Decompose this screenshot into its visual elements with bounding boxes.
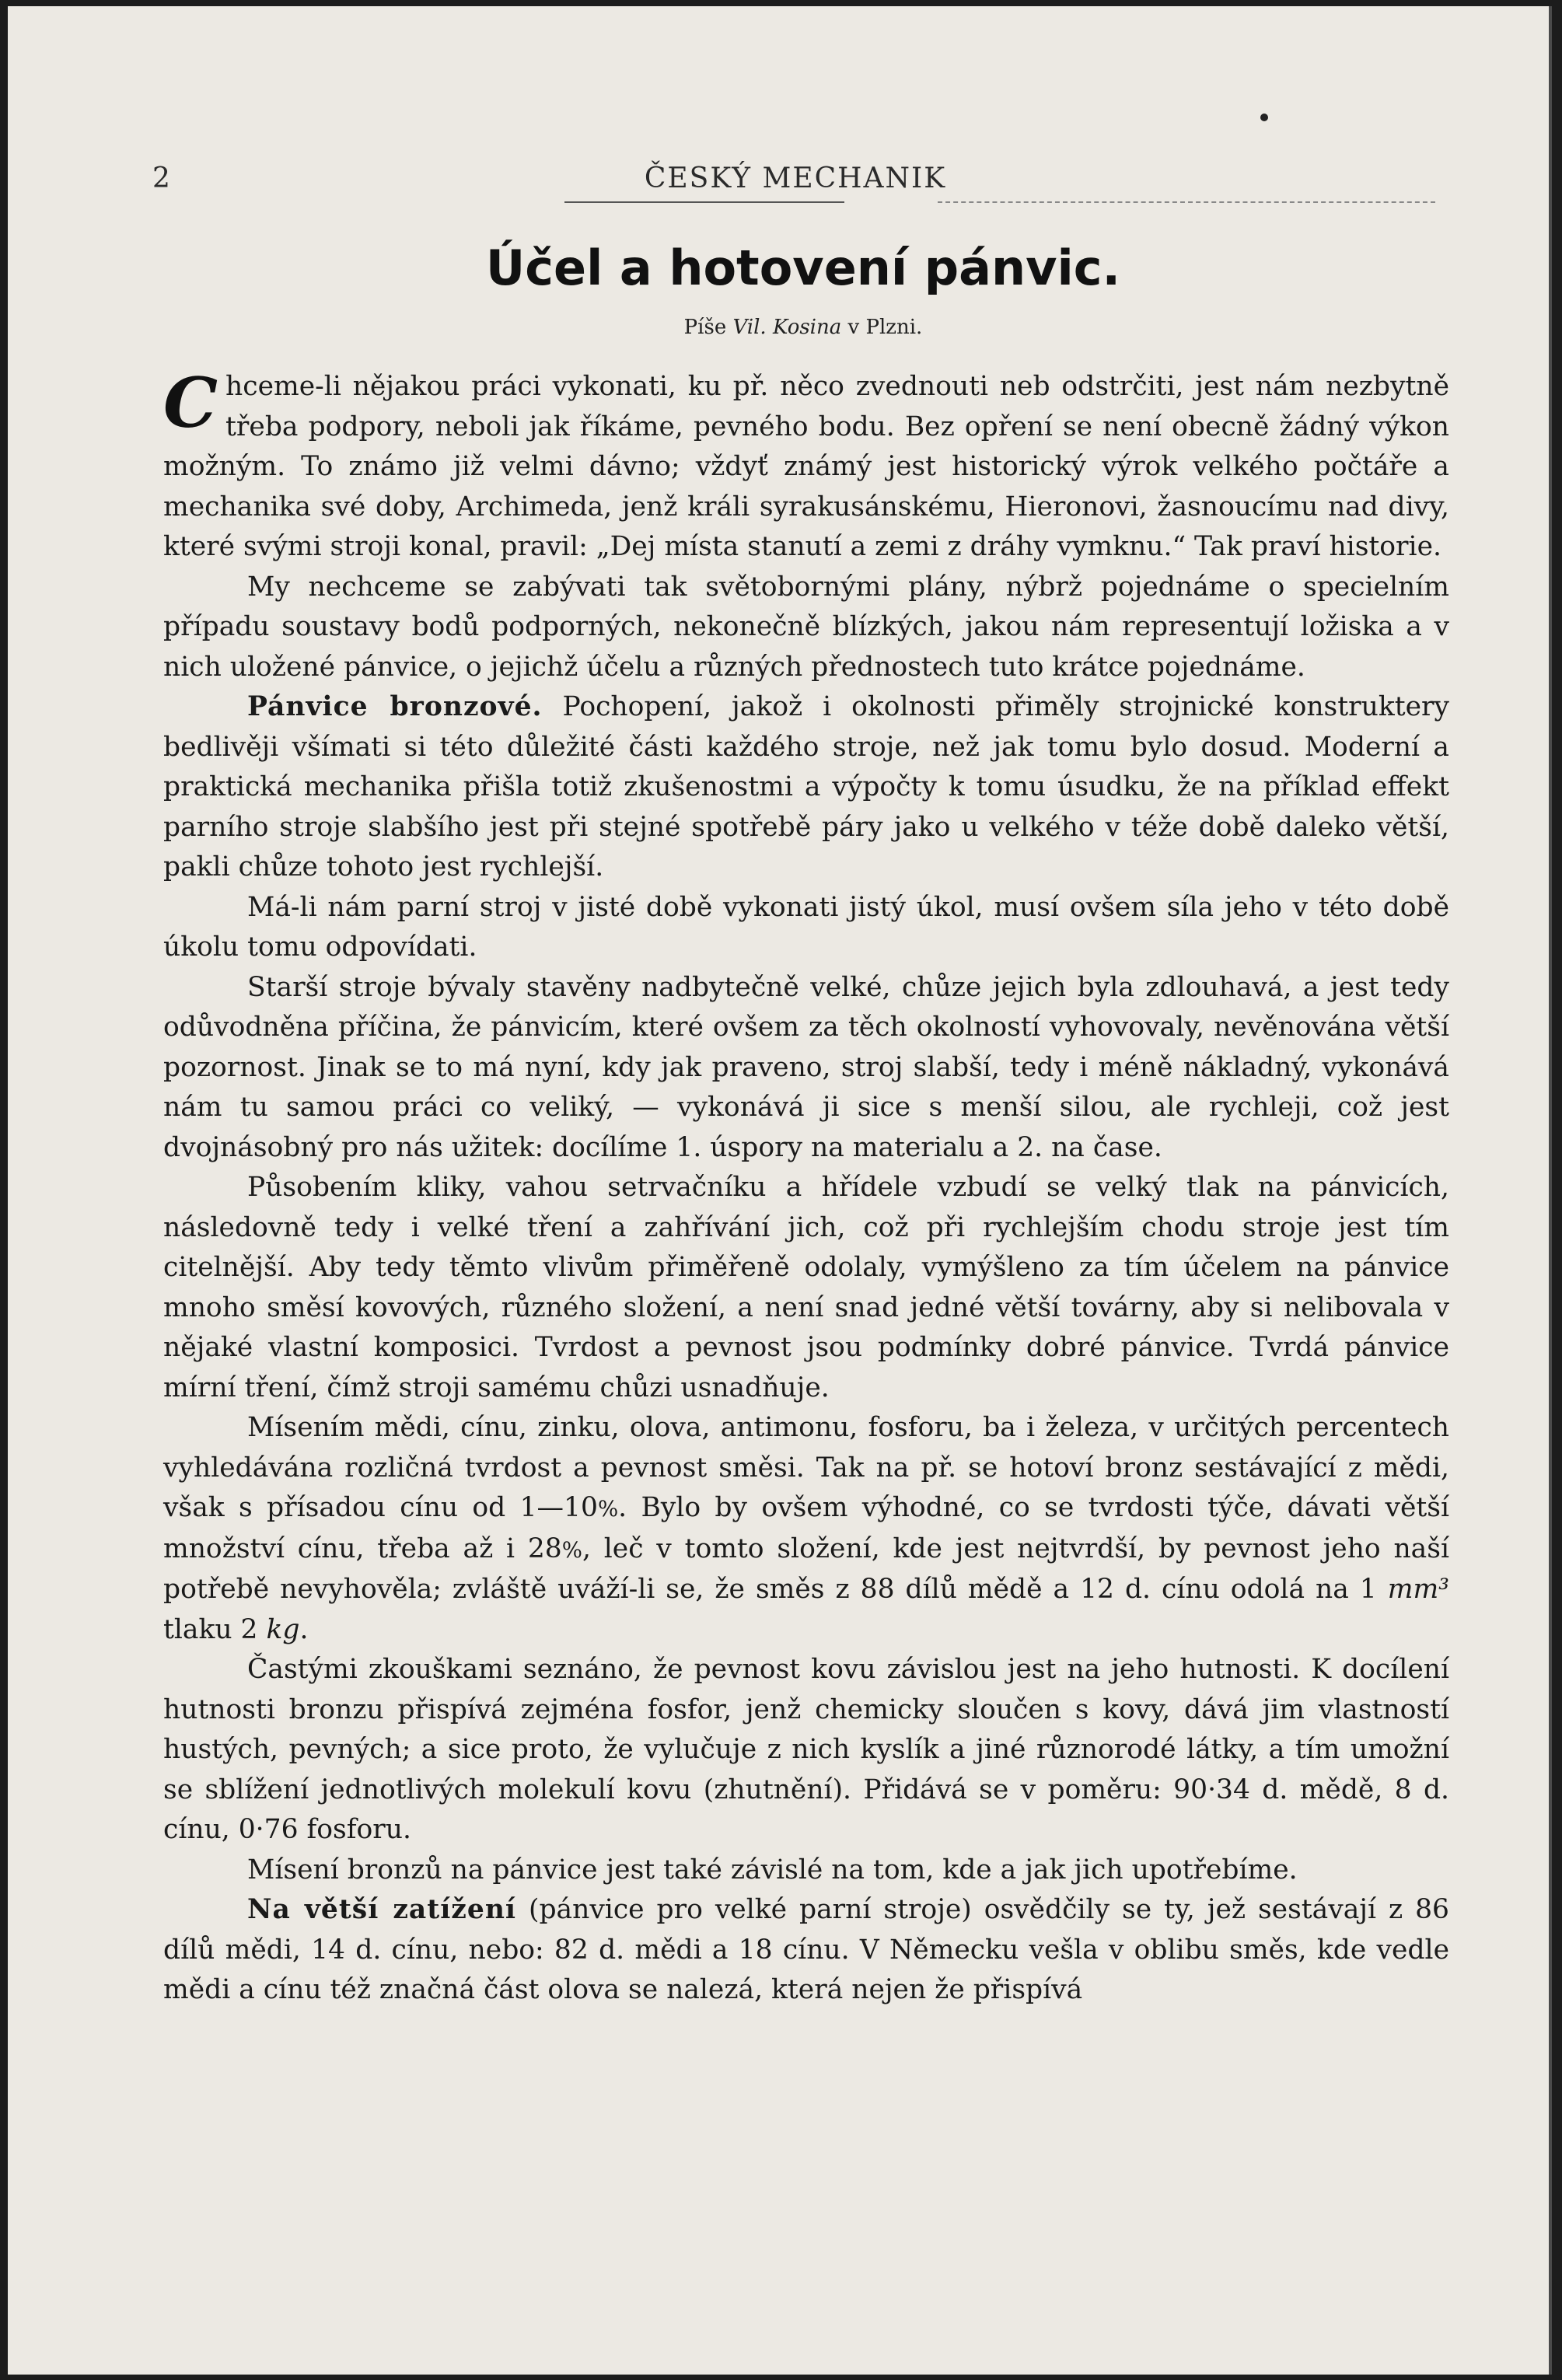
byline-suffix: v Plzni. xyxy=(847,316,923,339)
page-header xyxy=(152,163,1438,206)
paragraph: Mísení bronzů na pánvice jest také závislé na tom, kde a jak jich upotřebíme. xyxy=(247,1854,1298,1885)
paragraph: Má-li nám parní stroj v jisté době vykonati jistý úkol, musí ovšem síla jeho v této době úkolu tomu odpovídati. xyxy=(163,891,1449,963)
byline-prefix: Píše xyxy=(683,316,727,339)
byline-author: Vil. Kosina xyxy=(732,316,842,339)
page-number: 2 xyxy=(152,163,170,194)
article-title: Účel a hotovení pánvic. xyxy=(485,239,1121,296)
byline xyxy=(160,316,1446,339)
paragraph: Na větší zatížení (pánvice pro velké parní stroje) osvědčily se ty, jež sestávají z 86 dílů mědi, 14 d. cínu, nebo: 82 d. mědi a 18 cínu. V Německu vešla v oblibu směs, kde vedle mědi a cínu též značná část olova se nalezá, která nejen že přispívá xyxy=(163,1894,1449,2005)
paragraph: My nechceme se zabývati tak světobornými plány, nýbrž pojednáme o specielním případu soustavy bodů podporných, nekonečně blízkých, jakou nám representují ložiska a v nich uložené pánvice, o jejichž účelu a různých přednostech tuto krátce pojednáme. xyxy=(163,571,1449,683)
running-head: ČESKÝ MECHANIK xyxy=(644,163,947,194)
section-lead: Pánvice bronzové. xyxy=(247,691,543,722)
paragraph: Starší stroje bývaly stavěny nadbytečně velké, chůze jejich byla zdlouhavá, a jest tedy odůvodněna příčina, že pánvicím, které ovšem za těch okolností vyhovovaly, nevěnována větší pozornost. Jinak se to má nyní, kdy jak praveno, stroj slabší, tedy i méně nákladný, vykonává nám tu samou práci co veliký, — vykonává ji sice s menší silou, ale rychleji, což jest dvojnásobný pro nás užitek: docílíme 1. úspory na materialu a 2. na čase. xyxy=(163,971,1449,1163)
print-speck xyxy=(1260,114,1268,121)
section-lead: Na větší zatížení xyxy=(247,1894,517,1925)
page xyxy=(8,6,1552,2375)
paragraph: Mísením mědi, cínu, zinku, olova, antimonu, fosforu, ba i železa, v určitých percentech vyhledávána rozličná tvrdost a pevnost směsi. Tak na př. se hotoví bronz sestávající z mědi, však s přísadou cínu od 1—10%. Bylo by ovšem výhodné, co se tvrdosti týče, dávati větší množství cínu, třeba až i 28%, leč v tomto složení, kde jest nejtvrdší, by pevnost jeho naší potřebě nevyhověla; zvláště uváží-li se, že směs z 88 dílů mědě a 12 d. cínu odolá na 1 mm³ tlaku 2 kg. xyxy=(163,1412,1450,1645)
paragraph: Chceme-li nějakou práci vykonati, ku př. něco zvednouti neb odstrčiti, jest nám nezbytně třeba podpory, neboli jak říkáme, pevného bodu. Bez opření se není obecně žádný výkon možným. To známo již velmi dávno; vždyť známý jest historický výrok velkého počtáře a mechanika své doby, Archimeda, jenž králi syrakusánskému, Hieronovi, žasnoucímu nad divy, které svými stroji konal, pravil: „Dej místa stanutí a zemi z dráhy vymknu.“ Tak praví historie. xyxy=(163,362,1449,562)
article-body xyxy=(163,362,1450,2011)
header-rule xyxy=(152,200,1438,204)
paragraph: Působením kliky, vahou setrvačníku a hřídele vzbudí se velký tlak na pánvicích, následovně tedy i velké tření a zahřívání jich, což při rychlejším chodu stroje jest tím citelnější. Aby tedy těmto vlivům přiměřeně odolaly, vymýšleno za tím účelem na pánvice mnoho směsí kovových, různého složení, a není snad jedné větší továrny, aby si nelibovala v nějaké vlastní komposici. Tvrdost a pevnost jsou podmínky dobré pánvice. Tvrdá pánvice mírní tření, čímž stroji samému chůzi usnadňuje. xyxy=(163,1172,1449,1403)
paragraph: Pánvice bronzové. Pochopení, jakož i okolnosti přiměly strojnické konstruktery bedlivěji všímati si této důležité části každého stroje, než jak tomu bylo dosud. Moderní a praktická mechanika přišla totiž zkušenostmi a výpočty k tomu úsudku, že na příklad effekt parního stroje slabšího jest při stejné spotřebě páry jako u velkého v téže době daleko větší, pakli chůze tohoto jest rychlejší. xyxy=(163,691,1450,882)
drop-cap: C xyxy=(163,362,218,443)
paragraph: Častými zkouškami seznáno, že pevnost kovu závislou jest na jeho hutnosti. K docílení hutnosti bronzu přispívá zejména fosfor, jenž chemicky sloučen s kovy, dává jim vlastností hustých, pevných; a sice proto, že vylučuje z nich kyslík a jiné různorodé látky, a tím umožní se sblížení jednotlivých molekulí kovu (zhutnění). Přidává se v poměru: 90·34 d. mědě, 8 d. cínu, 0·76 fosforu. xyxy=(163,1654,1449,1845)
